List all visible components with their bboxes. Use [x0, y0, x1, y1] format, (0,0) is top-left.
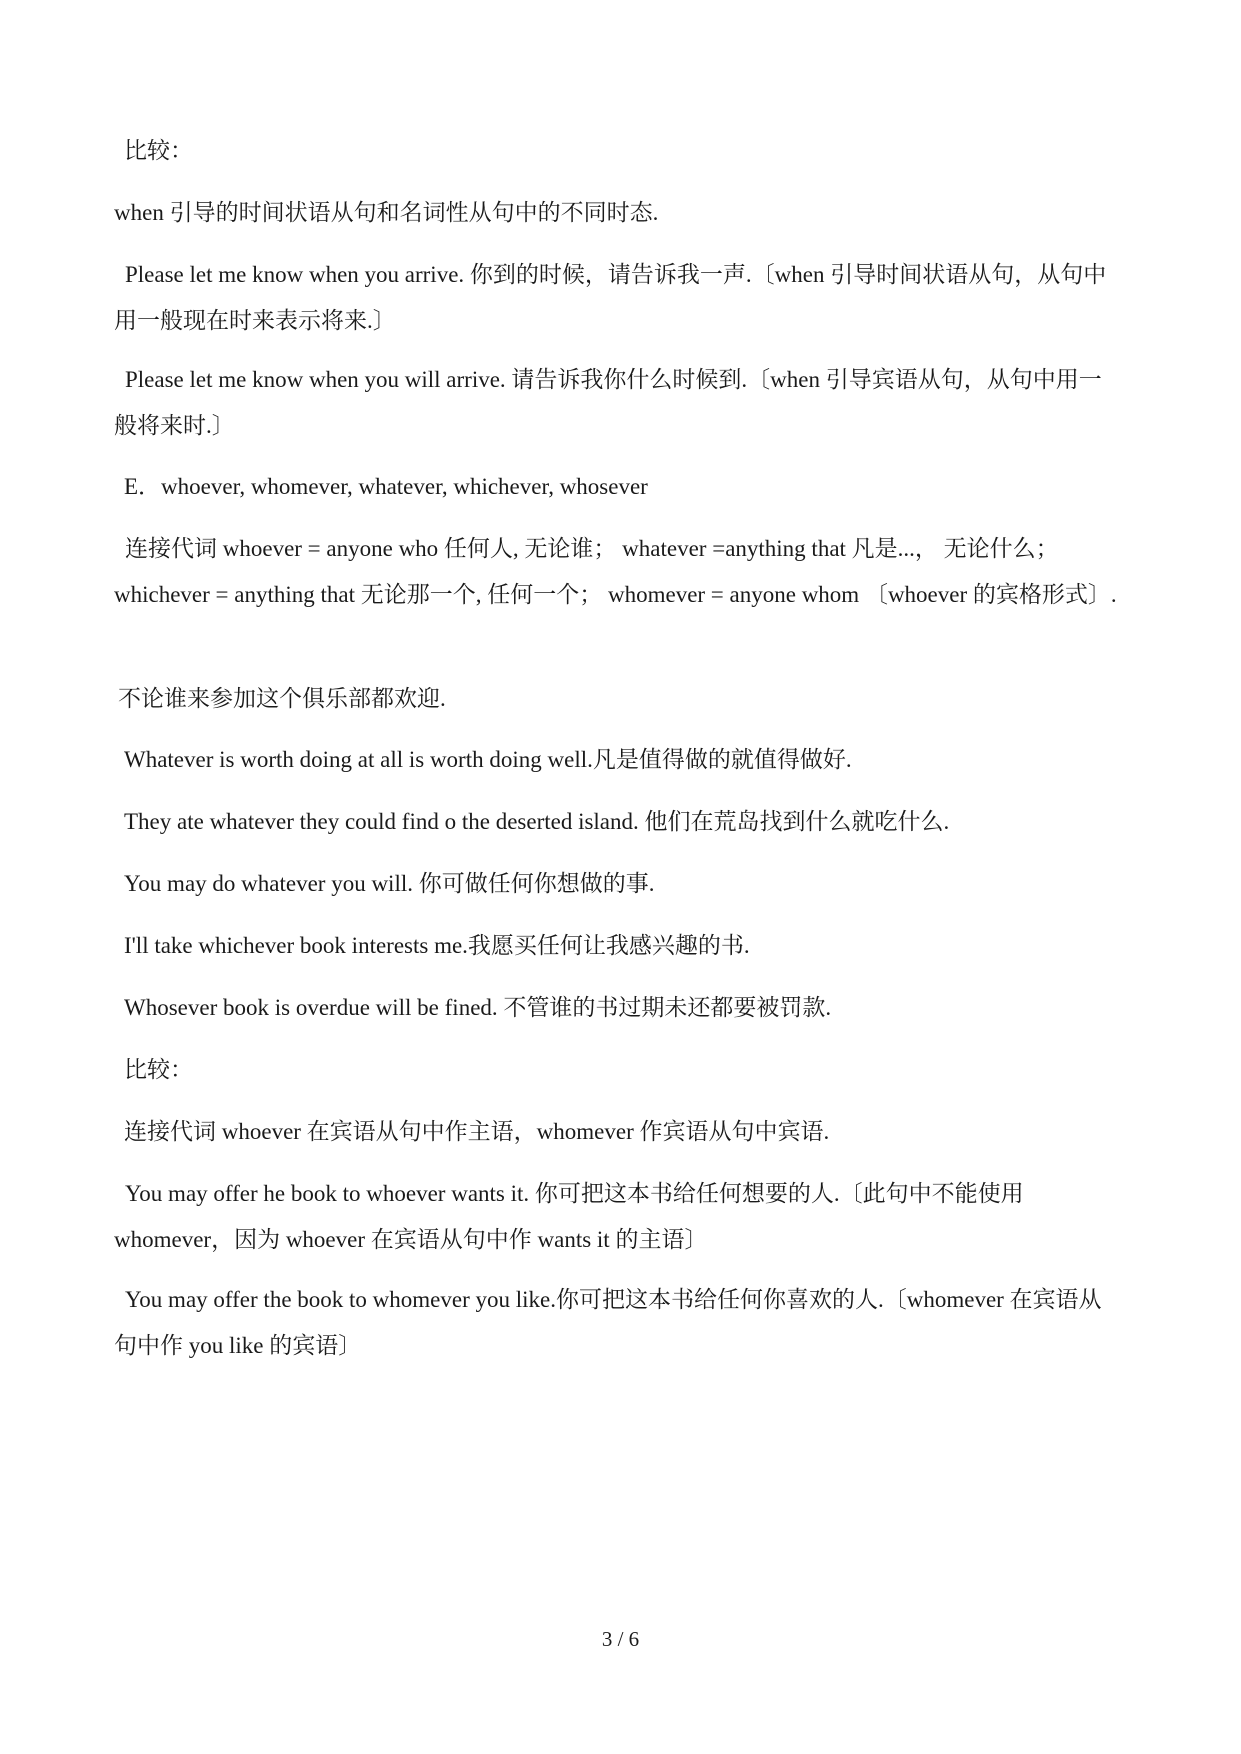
paragraph-whichever-book: I'll take whichever book interests me.我愿买任何让我感兴趣的书.	[124, 933, 750, 958]
section-heading-e: E．whoever, whomever, whatever, whichever, whosever	[124, 474, 648, 499]
paragraph-pronoun-definitions: 连接代词 whoever = anyone who 任何人, 无论谁； whatever =anything that 凡是...， 无论什么；whichever = anything that 无论那一个, 任何一个； whomever = anyone whom 〔whoever 的宾格形式〕.	[114, 536, 1117, 607]
paragraph-whatever-will: You may do whatever you will. 你可做任何你想做的事.	[124, 871, 655, 896]
paragraph-whatever-worth: Whatever is worth doing at all is worth doing well.凡是值得做的就值得做好.	[124, 747, 852, 772]
paragraph-example-will-arrive: Please let me know when you will arrive. 请告诉我你什么时候到.〔when 引导宾语从句，从句中用一般将来时.〕	[114, 367, 1102, 438]
paragraph-whoever-example: You may offer he book to whoever wants it. 你可把这本书给任何想要的人.〔此句中不能使用 whomever，因为 whoever 在宾语从句中作 wants it 的主语〕	[114, 1181, 1024, 1252]
paragraph-compare-2: 比较：	[124, 1057, 193, 1082]
paragraph-club-example: 不论谁来参加这个俱乐部都欢迎.	[118, 686, 446, 711]
paragraph-whomever-example: You may offer the book to whomever you like.你可把这本书给任何你喜欢的人.〔whomever 在宾语从句中作 you like 的宾语〕	[114, 1287, 1102, 1358]
paragraph-example-arrive: Please let me know when you arrive. 你到的时候，请告诉我一声.〔when 引导时间状语从句，从句中用一般现在时来表示将来.〕	[114, 262, 1107, 333]
paragraph-whosever-book: Whosever book is overdue will be fined. 不管谁的书过期未还都要被罚款.	[124, 995, 832, 1020]
paragraph-compare-1: 比较：	[124, 138, 193, 163]
page-number: 3 / 6	[601, 1627, 640, 1651]
paragraph-when-tenses: when 引导的时间状语从句和名词性从句中的不同时态.	[114, 200, 659, 225]
paragraph-whoever-whomever: 连接代词 whoever 在宾语从句中作主语，whomever 作宾语从句中宾语.	[124, 1119, 830, 1144]
paragraph-whatever-island: They ate whatever they could find o the deserted island. 他们在荒岛找到什么就吃什么.	[124, 809, 950, 834]
